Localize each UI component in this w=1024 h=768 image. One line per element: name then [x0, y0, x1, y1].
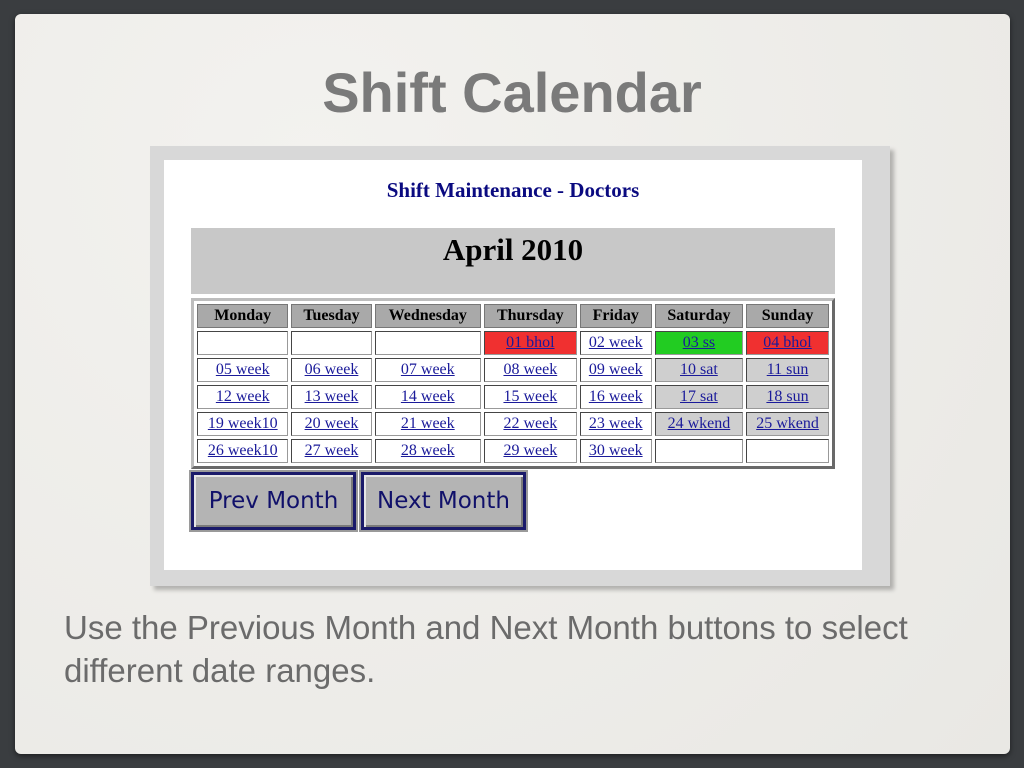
- day-shift-link[interactable]: 06 week: [304, 361, 359, 378]
- day-shift-link[interactable]: 18 sun: [766, 388, 809, 405]
- day-shift-link[interactable]: 12 week: [215, 388, 270, 405]
- day-shift-link[interactable]: 21 week: [400, 415, 455, 432]
- weekday-header: Monday: [197, 304, 288, 328]
- slide-title: Shift Calendar: [322, 61, 702, 124]
- calendar-day-cell: [746, 331, 829, 355]
- calendar-day-cell: [580, 358, 652, 382]
- calendar-day-cell: [484, 385, 577, 409]
- day-shift-link[interactable]: 25 wkend: [756, 415, 819, 432]
- calendar-day-cell: [291, 412, 371, 436]
- calendar-day-cell: [655, 385, 743, 409]
- calendar-day-cell: [484, 331, 577, 355]
- calendar-day-cell: [197, 439, 288, 463]
- day-shift-link[interactable]: 19 week10: [207, 415, 278, 432]
- day-shift-link[interactable]: 30 week: [588, 442, 643, 459]
- month-label: April 2010: [442, 232, 584, 267]
- day-shift-link[interactable]: 11 sun: [766, 361, 809, 378]
- weekday-header: Saturday: [655, 304, 743, 328]
- day-shift-link[interactable]: 10 sat: [680, 361, 718, 378]
- calendar-day-cell: [484, 412, 577, 436]
- calendar-day-cell: [580, 331, 652, 355]
- calendar-day-cell: [580, 412, 652, 436]
- calendar-day-cell: [291, 439, 371, 463]
- calendar-day-cell: [375, 358, 482, 382]
- calendar-day-cell: [746, 439, 829, 463]
- calendar-day-cell: [580, 385, 652, 409]
- day-shift-link[interactable]: 23 week: [588, 415, 643, 432]
- day-shift-link[interactable]: 17 sat: [680, 388, 718, 405]
- day-shift-link[interactable]: 29 week: [503, 442, 558, 459]
- calendar-week-row: [197, 358, 829, 382]
- calendar-day-cell: [484, 439, 577, 463]
- shift-maintenance-page: [164, 160, 862, 570]
- calendar-week-row: [197, 439, 829, 463]
- calendar-day-cell: [746, 358, 829, 382]
- calendar-day-cell: [375, 331, 482, 355]
- calendar-week-row: [197, 331, 829, 355]
- day-shift-link[interactable]: 24 wkend: [667, 415, 731, 432]
- calendar-day-cell: [655, 412, 743, 436]
- calendar-day-cell: [655, 439, 743, 463]
- day-shift-link[interactable]: 16 week: [588, 388, 643, 405]
- next-month-button[interactable]: Next Month: [361, 472, 526, 530]
- day-shift-link[interactable]: 04 bhol: [763, 334, 812, 351]
- calendar-day-cell: [197, 358, 288, 382]
- weekday-header: Tuesday: [291, 304, 371, 328]
- day-shift-link[interactable]: 09 week: [588, 361, 643, 378]
- screenshot-frame: [150, 146, 890, 586]
- calendar-day-cell: [291, 331, 371, 355]
- calendar-day-cell: [375, 385, 482, 409]
- calendar-table: [191, 298, 835, 469]
- calendar-day-cell: [655, 358, 743, 382]
- day-shift-link[interactable]: 22 week: [503, 415, 558, 432]
- day-shift-link[interactable]: 28 week: [400, 442, 455, 459]
- weekday-header: Thursday: [484, 304, 577, 328]
- calendar-day-cell: [197, 385, 288, 409]
- weekday-header: Friday: [580, 304, 652, 328]
- calendar-day-cell: [580, 439, 652, 463]
- slide-caption: Use the Previous Month and Next Month buttons to select different date ranges.: [64, 609, 908, 689]
- page-heading: Shift Maintenance - Doctors: [386, 178, 640, 202]
- day-shift-link[interactable]: 20 week: [304, 415, 359, 432]
- weekday-header: Wednesday: [375, 304, 482, 328]
- calendar-day-cell: [484, 358, 577, 382]
- calendar-day-cell: [375, 412, 482, 436]
- day-shift-link[interactable]: 13 week: [304, 388, 359, 405]
- calendar-day-cell: [746, 412, 829, 436]
- calendar-week-row: [197, 385, 829, 409]
- weekday-header-row: [197, 304, 829, 328]
- day-shift-link[interactable]: 01 bhol: [506, 334, 555, 351]
- weekday-header: Sunday: [746, 304, 829, 328]
- calendar-day-cell: [197, 412, 288, 436]
- day-shift-link[interactable]: 07 week: [400, 361, 455, 378]
- day-shift-link[interactable]: 03 ss: [682, 334, 716, 351]
- day-shift-link[interactable]: 27 week: [304, 442, 359, 459]
- day-shift-link[interactable]: 15 week: [503, 388, 558, 405]
- day-shift-link[interactable]: 02 week: [588, 334, 643, 351]
- month-header: [191, 228, 835, 294]
- calendar-week-row: [197, 412, 829, 436]
- calendar-body: [197, 331, 829, 463]
- calendar-day-cell: [291, 385, 371, 409]
- calendar-day-cell: [746, 385, 829, 409]
- calendar-day-cell: [375, 439, 482, 463]
- calendar-day-cell: [655, 331, 743, 355]
- day-shift-link[interactable]: 14 week: [400, 388, 455, 405]
- prev-month-button[interactable]: Prev Month: [191, 472, 356, 530]
- day-shift-link[interactable]: 26 week10: [207, 442, 278, 459]
- day-shift-link[interactable]: 05 week: [215, 361, 270, 378]
- calendar-day-cell: [291, 358, 371, 382]
- calendar-day-cell: [197, 331, 288, 355]
- day-shift-link[interactable]: 08 week: [503, 361, 558, 378]
